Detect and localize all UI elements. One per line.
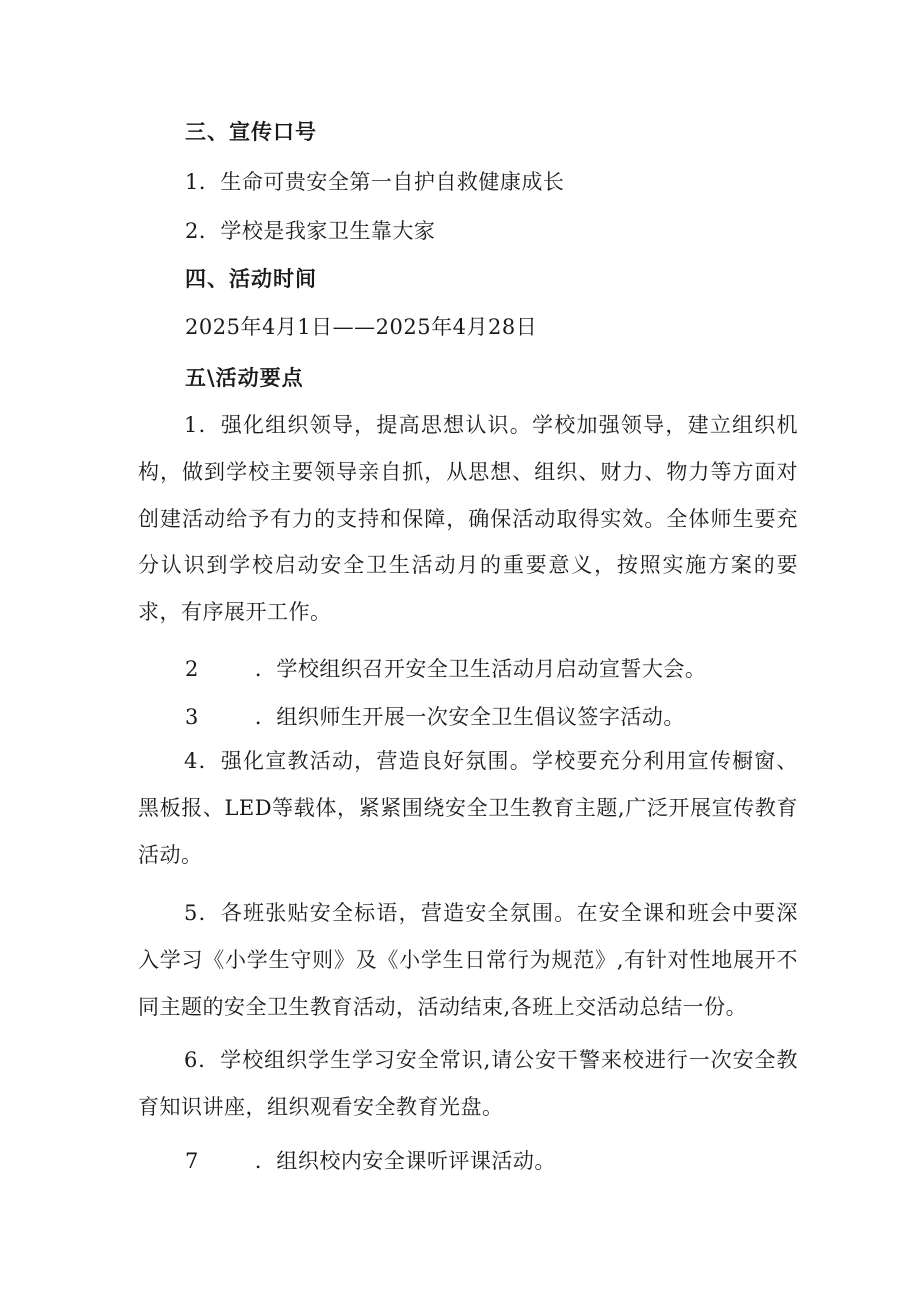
slogan-2: 2．学校是我家卫生靠大家	[185, 219, 436, 243]
item-6-paragraph: 6．学校组织学生学习安全常识,请公安干警来校进行一次安全教育知识讲座，组织观看安全教育光盘。	[138, 1048, 798, 1119]
section4-heading: 四、活动时间	[185, 267, 317, 291]
item-7-text: ．组织校内安全课听评课活动。	[254, 1149, 556, 1173]
item-3-number: 3	[185, 705, 199, 729]
item-2-line	[185, 657, 706, 681]
item-2-text: ．学校组织召开安全卫生活动月启动宣誓大会。	[254, 657, 707, 681]
section3-heading: 三、宣传口号	[185, 120, 317, 144]
item-1-paragraph: 1．强化组织领导，提高思想认识。学校加强领导，建立组织机构，做到学校主要领导亲自抓，从思想、组织、财力、物力等方面对创建活动给予有力的支持和保障，确保活动取得实效。全体师生要充分认识到学校启动安全卫生活动月的重要意义，按照实施方案的要求，有序展开工作。	[138, 413, 798, 625]
item-7-line	[185, 1149, 556, 1173]
item-3-line	[185, 705, 685, 729]
item-3-text: ．组织师生开展一次安全卫生倡议签字活动。	[254, 705, 685, 729]
item-5-paragraph: 5．各班张贴安全标语，营造安全氛围。在安全课和班会中要深入学习《小学生守则》及《小学生日常行为规范》,有针对性地展开不同主题的安全卫生教育活动，活动结束,各班上交活动总结一份。	[138, 901, 798, 1019]
activity-period: 2025年4月1日——2025年4月28日	[185, 315, 538, 339]
slogan-1: 1．生命可贵安全第一自护自救健康成长	[185, 170, 565, 194]
item-2-number: 2	[185, 657, 199, 681]
item-7-number: 7	[185, 1149, 199, 1173]
section5-heading: 五\活动要点	[185, 366, 304, 390]
item-4-paragraph: 4．强化宣教活动，营造良好氛围。学校要充分利用宣传橱窗、黑板报、LED等载体，紧紧围绕安全卫生教育主题,广泛开展宣传教育活动。	[138, 749, 798, 867]
